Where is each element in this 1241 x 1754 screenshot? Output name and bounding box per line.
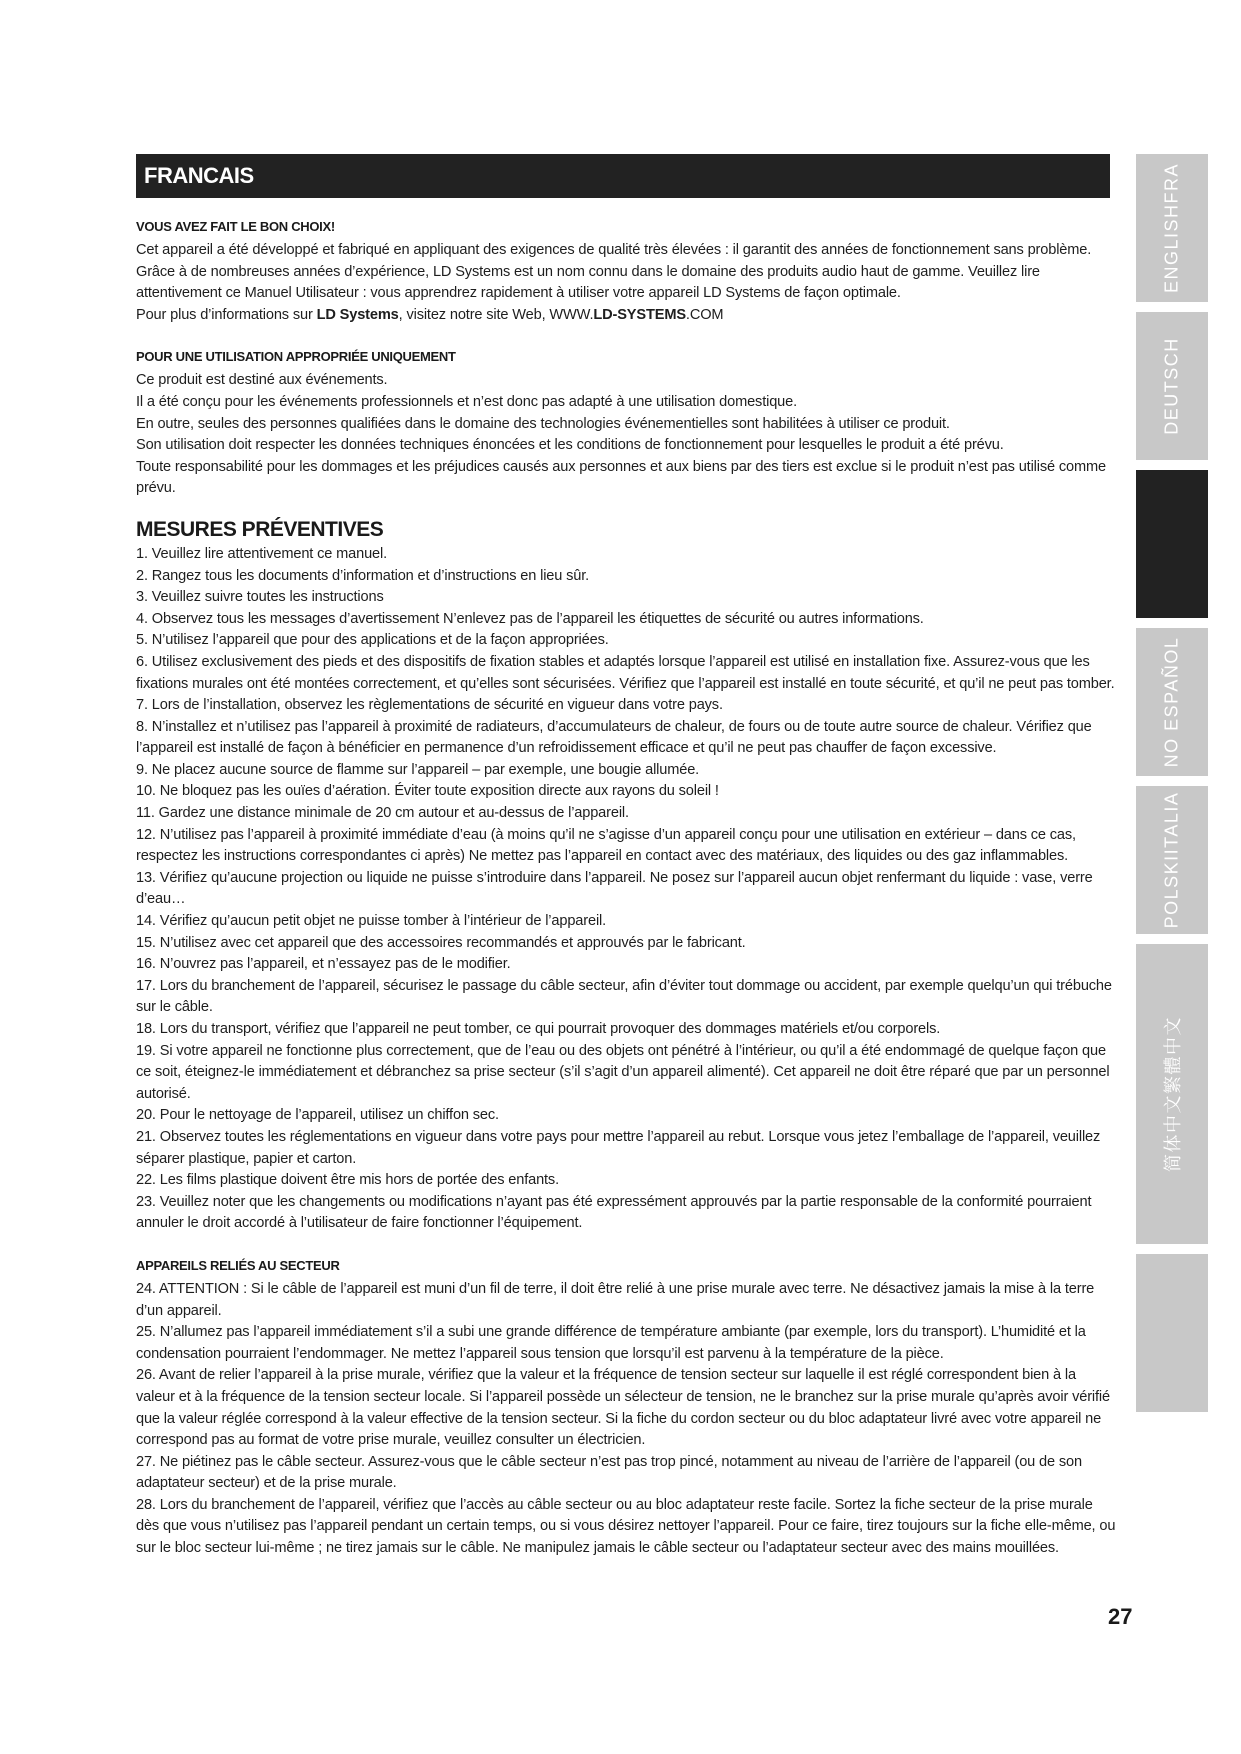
section-precautions (136, 518, 1116, 1235)
website-link[interactable]: LD-SYSTEMS (593, 306, 686, 323)
list-item: 13. Vérifiez qu’aucune projection ou liquide ne puisse s’introduire dans l’appareil. Ne posez sur l’appareil aucun objet renfermant du liquide : vase, verre d’eau… (136, 869, 1093, 908)
list-item: 4. Observez tous les messages d’avertissement N’enlevez pas de l’appareil les étiquettes de sécurité ou autres informations. (136, 610, 924, 627)
language-title: FRANCAIS (144, 163, 254, 188)
tab-polski-italiano[interactable] (1136, 786, 1208, 934)
tab-chinese[interactable] (1136, 944, 1208, 1244)
list-item: 23. Veuillez noter que les changements ou modifications n’ayant pas été expressément approuvés par la partie responsable de la conformité pourraient annuler le droit accordé à l’utilisateur de faire fonctionner l’équipement. (136, 1193, 1092, 1232)
list-item: 7. Lors de l’installation, observez les règlementations de sécurité en vigueur dans votre pays. (136, 697, 723, 714)
content-column (136, 218, 1116, 1560)
list-item: 24. ATTENTION : Si le câble de l’appareil est muni d’un fil de terre, il doit être relié à une prise murale avec terre. Ne désactivez jamais la mise à la terre d’un appareil. (136, 1280, 1095, 1319)
list-item: 16. N’ouvrez pas l’appareil, et n’essayez pas de le modifier. (136, 956, 511, 973)
usage-line: Il a été conçu pour les événements professionnels et n’est donc pas adapté à une utilisation domestique. (136, 393, 798, 410)
usage-line: Toute responsabilité pour les dommages et les préjudices causés aux personnes et aux biens par des tiers est exclue si le produit n’est pas utilisé comme prévu. (136, 458, 1106, 497)
list-item: 27. Ne piétinez pas le câble secteur. Assurez-vous que le câble secteur n’est pas trop pincé, notamment au niveau de l’arrière de l’appareil (ou de son adaptateur secteur) et de la prise murale. (136, 1453, 1082, 1492)
list-item: 22. Les films plastique doivent être mis hors de portée des enfants. (136, 1172, 559, 1189)
section-mains (136, 1257, 1116, 1560)
list-item: 3. Veuillez suivre toutes les instructions (136, 589, 384, 606)
section-heading: POUR UNE UTILISATION APPROPRIÉE UNIQUEMENT (136, 349, 456, 365)
list-item: 26. Avant de relier l’appareil à la prise murale, vérifiez que la valeur et la fréquence de tension secteur sur laquelle il est réglé correspondent bien à la valeur et à la fréquence de la tension secteur locale. Si l’appareil possède un sélecteur de tension, ne le branchez sur la prise murale qu’après avoir vérifié que la valeur réglée correspond à la valeur effective de la tension secteur. Si la fiche du cordon secteur ou du bloc adaptateur livré avec votre appareil ne correspond pas au format de votre prise murale, veuillez consulter un électricien. (136, 1367, 1110, 1449)
tab-label: 简体中文繁體中文 (1163, 1016, 1183, 1172)
list-item: 19. Si votre appareil ne fonctionne plus correctement, que de l’eau ou des objets ont pénétré à l’intérieur, ou qu’il a été endommagé de quelque façon que ce soit, éteignez-le immédiatement et débranchez sa prise secteur (s’il s’agit d’un appareil alimenté). Cet appareil ne doit être réparé que par un personnel autorisé. (136, 1042, 1110, 1102)
page-number: 27 (1108, 1604, 1133, 1629)
usage-line: Ce produit est destiné aux événements. (136, 372, 388, 389)
list-item: 25. N’allumez pas l’appareil immédiatement s’il a subi une grande différence de température ambiante (par exemple, lors du transport). L’humidité et la condensation pourraient l’endommager. Ne mettez l’appareil sous tension que lorsqu’il est parvenu à la température de la pièce. (136, 1324, 1086, 1362)
list-item: 11. Gardez une distance minimale de 20 cm autour et au-dessus de l’appareil. (136, 805, 629, 822)
list-item: 28. Lors du branchement de l’appareil, vérifiez que l’accès au câble secteur ou au bloc adaptateur reste facile. Sortez la fiche secteur de la prise murale dès que vous n’utilisez pas l’appareil pendant un certain temps, ou si vous désirez nettoyer l’appareil. Pour ce faire, tirez toujours sur la fiche elle-même, ou sur le bloc secteur lui-même ; ne tirez jamais sur le câble. Ne manipulez jamais le câble secteur ou l’adaptateur secteur avec des mains mouillées. (136, 1496, 1116, 1557)
list-item: 17. Lors du branchement de l’appareil, sécurisez le passage du câble secteur, afin d’éviter tout dommage ou accident, par exemple quelqu’un qui trébuche sur le câble. (136, 977, 1112, 1016)
intro-paragraph: Cet appareil a été développé et fabriqué en appliquant des exigences de qualité très élevées : il garantit des années de fonctionnement sans problème. Grâce à de nombreuses années d’expérience, LD Systems est un nom connu dans le domaine des produits audio haut de gamme. Veuillez lire attentivement ce Manuel Utilisateur : vous apprendrez rapidement à utiliser votre appareil LD Systems de façon optimale. (136, 242, 1092, 302)
list-item: 8. N’installez et n’utilisez pas l’appareil à proximité de radiateurs, d’accumulateurs de chaleur, de fours ou de toute autre source de chaleur. Vérifiez que l’appareil est installé de façon à bénéficier en permanence d’un refroidissement efficace et qu’il ne peut pas chauffer de façon excessive. (136, 718, 1092, 757)
list-item: 15. N’utilisez avec cet appareil que des accessoires recommandés et approuvés par le fabricant. (136, 934, 746, 951)
website-line (136, 305, 1116, 327)
section-title: MESURES PRÉVENTIVES (136, 517, 384, 541)
usage-line: Son utilisation doit respecter les données techniques énoncées et les conditions de fonctionnement pour lesquelles le produit a été prévu. (136, 437, 1004, 454)
website-text: .COM (685, 306, 724, 323)
list-item: 10. Ne bloquez pas les ouïes d’aération. Éviter toute exposition directe aux rayons du soleil ! (136, 783, 719, 800)
section-heading: VOUS AVEZ FAIT LE BON CHOIX! (136, 219, 335, 234)
list-item: 6. Utilisez exclusivement des pieds et des dispositifs de fixation stables et adaptés lorsque l’appareil est utilisé en installation fixe. Assurez-vous que les fixations murales ont été montées correctement, et qu’elles sont sécurisées. Vérifiez que l’appareil est installé en toute sécurité, et qu’il ne peut pas tomber. (136, 653, 1115, 692)
tab-label: ENGLISHFRA (1161, 162, 1182, 294)
list-item: 5. N’utilisez l’appareil que pour des applications et de la façon appropriées. (136, 632, 609, 649)
list-item: 21. Observez toutes les réglementations en vigueur dans votre pays pour mettre l’appareil au rebut. Lorsque vous jetez l’emballage de l’appareil, veuillez séparer plastique, papier et carton. (136, 1128, 1101, 1167)
section-intro (136, 218, 1116, 326)
list-item: 9. Ne placez aucune source de flamme sur l’appareil – par exemple, une bougie allumée. (136, 761, 700, 778)
list-item: 1. Veuillez lire attentivement ce manuel. (136, 545, 388, 562)
list-item: 2. Rangez tous les documents d’information et d’instructions en lieu sûr. (136, 567, 590, 584)
tab-label: POLSKIITALIA (1161, 791, 1182, 929)
list-item: 20. Pour le nettoyage de l’appareil, utilisez un chiffon sec. (136, 1107, 499, 1124)
tab-label: NO ESPAÑOL (1161, 636, 1182, 768)
language-header-bar (136, 154, 1110, 198)
website-text: Pour plus d’informations sur (136, 306, 317, 323)
list-item: 14. Vérifiez qu’aucun petit objet ne puisse tomber à l’intérieur de l’appareil. (136, 913, 607, 930)
website-text: , visitez notre site Web, WWW. (398, 306, 594, 323)
section-heading: APPAREILS RELIÉS AU SECTEUR (136, 1257, 340, 1273)
tab-label: DEUTSCH (1161, 337, 1182, 435)
brand-name: LD Systems (316, 306, 399, 323)
list-item: 12. N’utilisez pas l’appareil à proximité immédiate d’eau (à moins qu’il ne s’agisse d’un appareil conçu pour une utilisation en extérieur – dans ce cas, respectez les instructions correspondantes ci après) Ne mettez pas l’appareil en contact avec des matériaux, des liquides ou des gaz inflammables. (136, 826, 1076, 865)
tab-francais-active[interactable] (1136, 470, 1208, 618)
usage-line: En outre, seules des personnes qualifiées dans le domaine des technologies événementielles sont habilitées à utiliser ce produit. (136, 415, 950, 432)
list-item: 18. Lors du transport, vérifiez que l’appareil ne peut tomber, ce qui pourrait provoquer des dommages matériels et/ou corporels. (136, 1021, 941, 1037)
section-usage (136, 348, 1116, 500)
tab-blank[interactable] (1136, 1254, 1208, 1412)
tab-italiano-espanol[interactable] (1136, 628, 1208, 776)
tab-deutsch[interactable] (1136, 312, 1208, 460)
tab-english-francais[interactable] (1136, 154, 1208, 302)
